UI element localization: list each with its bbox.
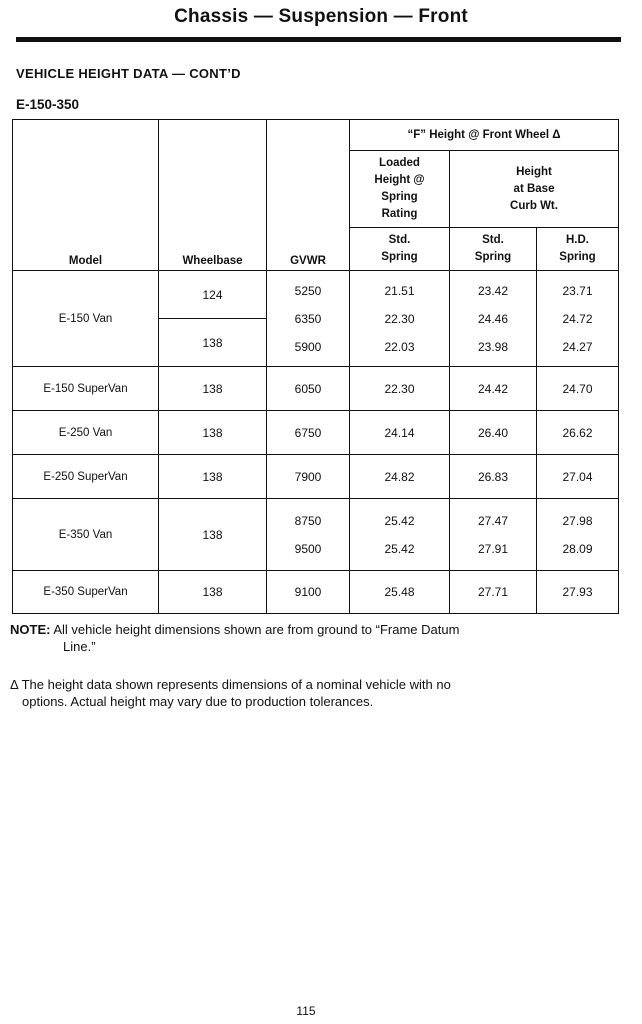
cell-wheelbase: 124 (159, 271, 267, 319)
table-row (13, 455, 619, 499)
column-header-base-std-spring (450, 228, 537, 271)
cell-value: 25.42 (384, 513, 415, 528)
note-label: NOTE: (10, 622, 51, 637)
cell-value: 6350 (294, 311, 322, 326)
cell-value: 27.91 (477, 541, 509, 556)
cell-base-std (450, 499, 537, 571)
cell-value: 9500 (294, 541, 322, 556)
header-line: Height @ (374, 174, 425, 186)
cell-base-hd: 27.93 (537, 571, 619, 614)
cell-gvwr: 6050 (267, 367, 350, 411)
column-header-model: Model (13, 120, 159, 271)
cell-wheelbase: 138 (159, 455, 267, 499)
cell-value: 24.27 (562, 339, 593, 354)
column-header-base-curb-height (450, 151, 619, 228)
cell-value: 22.03 (384, 339, 415, 354)
cell-wheelbase: 138 (159, 319, 267, 367)
cell-loaded-std (350, 499, 450, 571)
cell-value: 8750 (294, 513, 322, 528)
column-header-loaded-height (350, 151, 450, 228)
cell-gvwr: 7900 (267, 455, 350, 499)
column-header-base-hd-spring (537, 228, 619, 271)
cell-model: E-150 SuperVan (13, 367, 159, 411)
cell-base-hd: 26.62 (537, 411, 619, 455)
section-heading: VEHICLE HEIGHT DATA — CONT’D (16, 66, 241, 81)
note-nominal-vehicle (10, 676, 610, 710)
table-row (13, 499, 619, 571)
column-header-loaded-std-spring (350, 228, 450, 271)
header-line: Spring (381, 191, 418, 203)
cell-base-std: 27.71 (450, 571, 537, 614)
cell-base-std: 24.42 (450, 367, 537, 411)
cell-base-hd: 24.70 (537, 367, 619, 411)
page-number: 115 (296, 1004, 316, 1018)
cell-value: 24.72 (562, 311, 593, 326)
cell-base-hd: 27.04 (537, 455, 619, 499)
vehicle-height-table (12, 119, 619, 614)
cell-base-std: 26.40 (450, 411, 537, 455)
cell-base-hd (537, 499, 619, 571)
title-rule (16, 37, 621, 42)
header-line: Std. (388, 234, 411, 246)
header-line: Spring (381, 251, 418, 263)
cell-gvwr: 6750 (267, 411, 350, 455)
cell-model: E-150 Van (13, 271, 159, 367)
table-row (13, 271, 619, 319)
cell-value: 23.42 (477, 283, 509, 298)
header-line: Std. (482, 234, 504, 246)
cell-value: 27.98 (562, 513, 593, 528)
note-frame-datum (10, 621, 610, 655)
header-line: H.D. (566, 234, 589, 246)
subsection-heading: E-150-350 (16, 97, 80, 112)
note-text: Line.” (63, 639, 96, 654)
table-row (13, 367, 619, 411)
group-header-f-height: “F” Height @ Front Wheel Δ (350, 120, 619, 151)
cell-base-hd (537, 271, 619, 367)
cell-gvwr (267, 499, 350, 571)
note-text: The height data shown represents dimensions of a nominal vehicle with no (21, 677, 451, 692)
header-line: at Base (513, 182, 555, 195)
page-title: Chassis — Suspension — Front (174, 6, 468, 27)
header-line: Spring (474, 251, 512, 263)
table-row (13, 411, 619, 455)
cell-wheelbase: 138 (159, 411, 267, 455)
cell-value: 27.47 (477, 513, 509, 528)
cell-value: 25.42 (384, 541, 415, 556)
cell-value: 24.46 (477, 311, 509, 326)
header-line: Curb Wt. (510, 199, 558, 212)
cell-loaded-std (350, 271, 450, 367)
cell-gvwr (267, 271, 350, 367)
cell-loaded-std: 24.82 (350, 455, 450, 499)
cell-value: 23.71 (562, 283, 593, 298)
cell-model: E-350 SuperVan (13, 571, 159, 614)
header-line: Spring (559, 251, 596, 263)
column-header-wheelbase: Wheelbase (159, 120, 267, 271)
note-text: All vehicle height dimensions shown are from ground to “Frame Datum (53, 622, 460, 637)
cell-value: 22.30 (384, 311, 415, 326)
header-line: Height (516, 165, 552, 178)
cell-model: E-250 SuperVan (13, 455, 159, 499)
header-line: Rating (381, 208, 418, 220)
note-text: options. Actual height may vary due to production tolerances. (22, 694, 374, 709)
cell-wheelbase: 138 (159, 367, 267, 411)
column-header-gvwr: GVWR (267, 120, 350, 271)
cell-loaded-std: 24.14 (350, 411, 450, 455)
delta-symbol: Δ (10, 677, 18, 692)
cell-model: E-250 Van (13, 411, 159, 455)
cell-gvwr: 9100 (267, 571, 350, 614)
cell-loaded-std: 25.48 (350, 571, 450, 614)
cell-base-std: 26.83 (450, 455, 537, 499)
cell-value: 5250 (294, 283, 322, 298)
cell-value: 28.09 (562, 541, 593, 556)
table-row (13, 571, 619, 614)
cell-wheelbase: 138 (159, 571, 267, 614)
cell-model: E-350 Van (13, 499, 159, 571)
cell-base-std (450, 271, 537, 367)
cell-value: 5900 (294, 339, 322, 354)
cell-loaded-std: 22.30 (350, 367, 450, 411)
cell-wheelbase: 138 (159, 499, 267, 571)
header-line: Loaded (379, 157, 420, 169)
cell-value: 21.51 (384, 283, 415, 298)
cell-value: 23.98 (477, 339, 509, 354)
